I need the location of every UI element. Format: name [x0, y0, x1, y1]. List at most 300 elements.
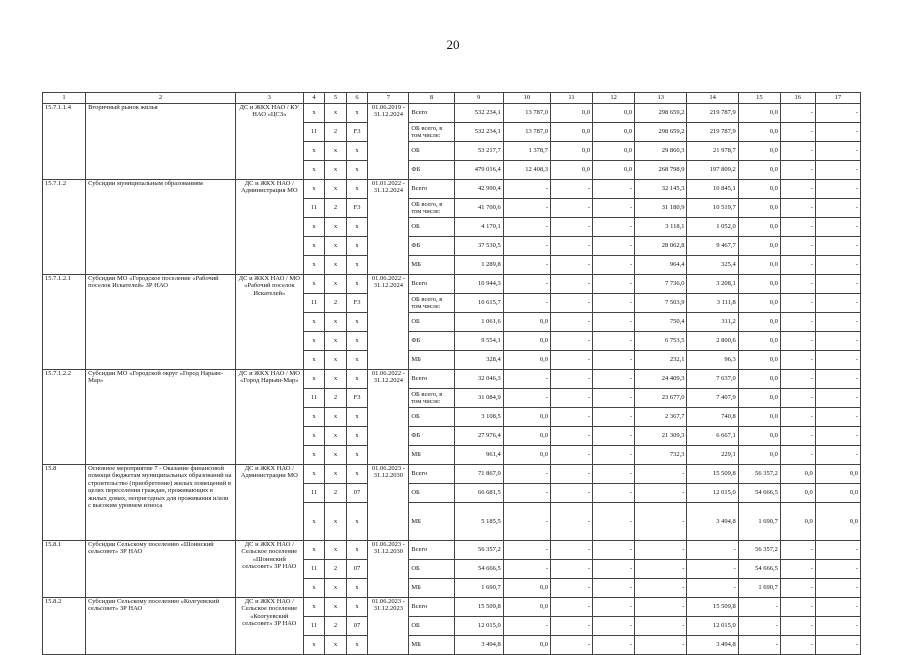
- amount-cell: -: [635, 560, 687, 579]
- amount-cell: 298 659,2: [635, 104, 687, 123]
- column-header: 4: [303, 93, 325, 104]
- amount-cell: 0,0: [503, 351, 550, 370]
- period: 01.06.2023 - 31.12.2030: [368, 541, 409, 560]
- code-cell: 2: [325, 199, 347, 218]
- amount-cell: 56 357,2: [454, 541, 503, 560]
- amount-cell: 12 408,3: [503, 161, 550, 180]
- code-cell: х: [325, 351, 347, 370]
- amount-cell: 21 978,7: [687, 142, 738, 161]
- amount-cell: 21 309,3: [635, 427, 687, 446]
- amount-cell: 10 615,7: [454, 294, 503, 313]
- amount-cell: -: [593, 598, 635, 617]
- code-cell: х: [325, 465, 347, 484]
- amount-cell: -: [503, 617, 550, 636]
- code-cell: х: [303, 351, 325, 370]
- amount-cell: -: [780, 560, 815, 579]
- amount-cell: -: [550, 484, 592, 503]
- amount-cell: 10 944,3: [454, 275, 503, 294]
- activity-name: Субсидии муниципальным образованиям: [86, 180, 236, 275]
- row-number: 15.7.1.1.4: [43, 104, 86, 180]
- amount-cell: 0,0: [738, 389, 780, 408]
- funding-source: МБ: [409, 256, 454, 275]
- amount-cell: 0,0: [738, 370, 780, 389]
- period: 01.06.2023 - 31.12.2030: [368, 465, 409, 484]
- amount-cell: 1 690,7: [738, 503, 780, 541]
- amount-cell: -: [550, 465, 592, 484]
- amount-cell: 0,0: [738, 408, 780, 427]
- amount-cell: -: [593, 465, 635, 484]
- funding-source: Всего: [409, 465, 454, 484]
- amount-cell: 325,4: [687, 256, 738, 275]
- amount-cell: -: [815, 142, 860, 161]
- column-header: 1: [43, 93, 86, 104]
- amount-cell: -: [815, 351, 860, 370]
- executor: ДС и ЖКХ НАО / МО «Рабочий поселок Искателей»: [235, 275, 303, 370]
- amount-cell: 9 467,7: [687, 237, 738, 256]
- amount-cell: 0,0: [593, 142, 635, 161]
- amount-cell: 0,0: [780, 503, 815, 541]
- row-number: 15.7.1.2.2: [43, 370, 86, 465]
- amount-cell: 56 357,2: [738, 465, 780, 484]
- amount-cell: -: [815, 541, 860, 560]
- funding-source: ОБ всего, в том числе:: [409, 199, 454, 218]
- row-number: 15.7.1.2: [43, 180, 86, 275]
- code-cell: х: [303, 218, 325, 237]
- amount-cell: -: [780, 313, 815, 332]
- code-cell: х: [346, 218, 368, 237]
- column-header: 5: [325, 93, 347, 104]
- amount-cell: 0,0: [738, 161, 780, 180]
- period-empty: [368, 123, 409, 142]
- code-cell: 07: [346, 617, 368, 636]
- code-cell: х: [346, 465, 368, 484]
- amount-cell: -: [815, 294, 860, 313]
- amount-cell: -: [780, 275, 815, 294]
- code-cell: х: [303, 142, 325, 161]
- row-number: 15.8.1: [43, 541, 86, 598]
- code-cell: х: [325, 313, 347, 332]
- amount-cell: -: [635, 636, 687, 655]
- funding-source: Всего: [409, 104, 454, 123]
- amount-cell: -: [503, 465, 550, 484]
- amount-cell: -: [780, 351, 815, 370]
- code-cell: х: [303, 104, 325, 123]
- amount-cell: -: [780, 237, 815, 256]
- funding-source: Всего: [409, 541, 454, 560]
- funding-source: ФБ: [409, 427, 454, 446]
- code-cell: х: [303, 465, 325, 484]
- amount-cell: -: [593, 408, 635, 427]
- amount-cell: 32 046,3: [454, 370, 503, 389]
- funding-source: ФБ: [409, 332, 454, 351]
- amount-cell: 56 357,2: [738, 541, 780, 560]
- period-empty: [368, 199, 409, 218]
- amount-cell: -: [593, 332, 635, 351]
- amount-cell: 15 509,8: [687, 598, 738, 617]
- amount-cell: 1 690,7: [454, 579, 503, 598]
- amount-cell: 3 494,8: [687, 636, 738, 655]
- period-empty: [368, 161, 409, 180]
- amount-cell: 532 234,1: [454, 104, 503, 123]
- amount-cell: 0,0: [738, 256, 780, 275]
- amount-cell: -: [503, 541, 550, 560]
- code-cell: F3: [346, 294, 368, 313]
- amount-cell: 3 108,5: [454, 408, 503, 427]
- amount-cell: 0,0: [593, 161, 635, 180]
- amount-cell: -: [593, 541, 635, 560]
- amount-cell: -: [550, 313, 592, 332]
- code-cell: х: [325, 446, 347, 465]
- funding-source: ФБ: [409, 161, 454, 180]
- column-header: 7: [368, 93, 409, 104]
- code-cell: х: [303, 332, 325, 351]
- code-cell: х: [325, 332, 347, 351]
- amount-cell: 2 367,7: [635, 408, 687, 427]
- executor: ДС и ЖКХ НАО / КУ НАО «ЦСЗ»: [235, 104, 303, 180]
- amount-cell: 0,0: [738, 446, 780, 465]
- amount-cell: -: [815, 579, 860, 598]
- amount-cell: 96,3: [687, 351, 738, 370]
- code-cell: х: [325, 180, 347, 199]
- amount-cell: -: [593, 370, 635, 389]
- amount-cell: -: [780, 332, 815, 351]
- amount-cell: 732,3: [635, 446, 687, 465]
- amount-cell: 232,1: [635, 351, 687, 370]
- amount-cell: -: [593, 351, 635, 370]
- amount-cell: 23 677,0: [635, 389, 687, 408]
- amount-cell: -: [550, 503, 592, 541]
- code-cell: х: [325, 408, 347, 427]
- code-cell: F3: [346, 123, 368, 142]
- amount-cell: -: [550, 199, 592, 218]
- column-header: 8: [409, 93, 454, 104]
- period-empty: [368, 579, 409, 598]
- amount-cell: -: [550, 294, 592, 313]
- code-cell: х: [346, 370, 368, 389]
- code-cell: 07: [346, 560, 368, 579]
- amount-cell: -: [550, 446, 592, 465]
- funding-source: МБ: [409, 636, 454, 655]
- code-cell: 11: [303, 389, 325, 408]
- amount-cell: -: [503, 237, 550, 256]
- amount-cell: 0,0: [550, 142, 592, 161]
- amount-cell: 0,0: [738, 313, 780, 332]
- funding-source: Всего: [409, 598, 454, 617]
- code-cell: х: [303, 598, 325, 617]
- amount-cell: 12 015,0: [687, 484, 738, 503]
- amount-cell: 24 409,3: [635, 370, 687, 389]
- code-cell: х: [325, 370, 347, 389]
- amount-cell: -: [815, 256, 860, 275]
- code-cell: 2: [325, 294, 347, 313]
- activity-name: Основное мероприятие 7 - Оказание финансовой помощи бюджетам муниципальных образований на строительство (приобретение) жилых помещений в целях переселения граждан, проживающих в жилых домах, непригодных для проживания и/или с высоким уровнем износа: [86, 465, 236, 541]
- amount-cell: 0,0: [503, 636, 550, 655]
- column-header: 13: [635, 93, 687, 104]
- column-header: 15: [738, 93, 780, 104]
- amount-cell: -: [635, 465, 687, 484]
- amount-cell: -: [815, 161, 860, 180]
- amount-cell: -: [503, 218, 550, 237]
- code-cell: х: [346, 180, 368, 199]
- amount-cell: -: [550, 560, 592, 579]
- funding-source: ОБ: [409, 617, 454, 636]
- period: 01.06.2019 - 31.12.2024: [368, 104, 409, 123]
- period-empty: [368, 560, 409, 579]
- period: 01.06.2022 - 31.12.2024: [368, 275, 409, 294]
- amount-cell: -: [780, 636, 815, 655]
- funding-source: ОБ всего, в том числе:: [409, 123, 454, 142]
- period-empty: [368, 484, 409, 503]
- amount-cell: 0,0: [503, 579, 550, 598]
- amount-cell: 5 185,5: [454, 503, 503, 541]
- amount-cell: 7 736,0: [635, 275, 687, 294]
- code-cell: х: [346, 579, 368, 598]
- amount-cell: -: [815, 427, 860, 446]
- amount-cell: -: [780, 598, 815, 617]
- executor: ДС и ЖКХ НАО / Администрация МО: [235, 180, 303, 275]
- amount-cell: -: [687, 541, 738, 560]
- code-cell: х: [346, 408, 368, 427]
- funding-source: МБ: [409, 351, 454, 370]
- code-cell: х: [325, 579, 347, 598]
- amount-cell: -: [780, 180, 815, 199]
- table-row: [43, 370, 861, 389]
- funding-source: МБ: [409, 503, 454, 541]
- amount-cell: -: [780, 617, 815, 636]
- code-cell: х: [346, 427, 368, 446]
- amount-cell: -: [550, 408, 592, 427]
- amount-cell: 0,0: [738, 237, 780, 256]
- code-cell: 2: [325, 123, 347, 142]
- amount-cell: -: [593, 199, 635, 218]
- table-row: [43, 465, 861, 484]
- amount-cell: -: [780, 389, 815, 408]
- amount-cell: 54 666,5: [738, 560, 780, 579]
- amount-cell: 0,0: [738, 351, 780, 370]
- column-header: 11: [550, 93, 592, 104]
- amount-cell: -: [635, 617, 687, 636]
- amount-cell: -: [780, 218, 815, 237]
- period: 01.06.2023 - 31.12.2023: [368, 598, 409, 617]
- amount-cell: -: [687, 560, 738, 579]
- amount-cell: 1 378,7: [503, 142, 550, 161]
- executor: ДС и ЖКХ НАО / Сельское поселение «Шоинский сельсовет» ЗР НАО: [235, 541, 303, 598]
- amount-cell: -: [593, 427, 635, 446]
- amount-cell: -: [593, 313, 635, 332]
- amount-cell: 298 659,2: [635, 123, 687, 142]
- table-row: [43, 541, 861, 560]
- amount-cell: -: [593, 636, 635, 655]
- amount-cell: 12 015,0: [454, 617, 503, 636]
- amount-cell: 0,0: [593, 104, 635, 123]
- amount-cell: -: [687, 579, 738, 598]
- period-empty: [368, 313, 409, 332]
- amount-cell: -: [503, 484, 550, 503]
- amount-cell: 0,0: [815, 484, 860, 503]
- period-empty: [368, 408, 409, 427]
- amount-cell: -: [593, 560, 635, 579]
- amount-cell: 13 787,0: [503, 123, 550, 142]
- amount-cell: 0,0: [503, 427, 550, 446]
- period-empty: [368, 142, 409, 161]
- amount-cell: -: [593, 275, 635, 294]
- amount-cell: -: [550, 256, 592, 275]
- amount-cell: 0,0: [738, 427, 780, 446]
- amount-cell: -: [550, 332, 592, 351]
- amount-cell: -: [503, 560, 550, 579]
- amount-cell: 3 118,1: [635, 218, 687, 237]
- code-cell: х: [325, 218, 347, 237]
- code-cell: х: [303, 579, 325, 598]
- code-cell: 11: [303, 294, 325, 313]
- activity-name: Вторичный рынок жилья: [86, 104, 236, 180]
- amount-cell: -: [815, 617, 860, 636]
- amount-cell: -: [550, 180, 592, 199]
- code-cell: х: [346, 142, 368, 161]
- amount-cell: -: [550, 389, 592, 408]
- amount-cell: 4 170,1: [454, 218, 503, 237]
- amount-cell: 961,4: [454, 446, 503, 465]
- amount-cell: -: [550, 636, 592, 655]
- amount-cell: -: [738, 636, 780, 655]
- table-row: [43, 180, 861, 199]
- amount-cell: 0,0: [738, 180, 780, 199]
- amount-cell: -: [550, 579, 592, 598]
- code-cell: 07: [346, 484, 368, 503]
- code-cell: х: [346, 541, 368, 560]
- code-cell: х: [303, 180, 325, 199]
- amount-cell: 0,0: [738, 104, 780, 123]
- code-cell: х: [346, 351, 368, 370]
- amount-cell: 10 845,1: [687, 180, 738, 199]
- amount-cell: 10 519,7: [687, 199, 738, 218]
- amount-cell: 0,0: [738, 218, 780, 237]
- code-cell: х: [346, 104, 368, 123]
- amount-cell: 0,0: [593, 123, 635, 142]
- amount-cell: 740,8: [687, 408, 738, 427]
- amount-cell: 7 503,9: [635, 294, 687, 313]
- activity-name: Субсидии МО «Городское поселение «Рабочий поселок Искателей» ЗР НАО: [86, 275, 236, 370]
- amount-cell: -: [780, 123, 815, 142]
- activity-name: Субсидии МО «Городской округ «Город Нарьян-Мар»: [86, 370, 236, 465]
- amount-cell: -: [780, 446, 815, 465]
- amount-cell: -: [815, 237, 860, 256]
- amount-cell: 1 690,7: [738, 579, 780, 598]
- amount-cell: -: [815, 560, 860, 579]
- amount-cell: -: [593, 579, 635, 598]
- amount-cell: 27 976,4: [454, 427, 503, 446]
- code-cell: 11: [303, 484, 325, 503]
- amount-cell: 54 666,5: [738, 484, 780, 503]
- period-empty: [368, 446, 409, 465]
- period-empty: [368, 218, 409, 237]
- column-header: 9: [454, 93, 503, 104]
- funding-source: ОБ всего, в том числе:: [409, 294, 454, 313]
- funding-source: ОБ: [409, 142, 454, 161]
- amount-cell: -: [550, 237, 592, 256]
- code-cell: х: [325, 427, 347, 446]
- amount-cell: -: [815, 104, 860, 123]
- funding-source: ОБ: [409, 408, 454, 427]
- column-header: 6: [346, 93, 368, 104]
- amount-cell: 328,4: [454, 351, 503, 370]
- amount-cell: 750,4: [635, 313, 687, 332]
- code-cell: х: [303, 408, 325, 427]
- code-cell: х: [325, 541, 347, 560]
- period-empty: [368, 389, 409, 408]
- amount-cell: 6 667,1: [687, 427, 738, 446]
- code-cell: х: [346, 332, 368, 351]
- amount-cell: -: [780, 427, 815, 446]
- amount-cell: 0,0: [815, 503, 860, 541]
- amount-cell: -: [780, 370, 815, 389]
- amount-cell: -: [550, 351, 592, 370]
- amount-cell: -: [815, 598, 860, 617]
- funding-source: ОБ: [409, 218, 454, 237]
- amount-cell: -: [635, 541, 687, 560]
- amount-cell: -: [503, 389, 550, 408]
- amount-cell: -: [815, 332, 860, 351]
- amount-cell: 0,0: [780, 484, 815, 503]
- amount-cell: -: [593, 617, 635, 636]
- code-cell: 11: [303, 617, 325, 636]
- code-cell: х: [346, 237, 368, 256]
- column-header: 14: [687, 93, 738, 104]
- period-empty: [368, 636, 409, 655]
- amount-cell: -: [503, 256, 550, 275]
- amount-cell: -: [635, 598, 687, 617]
- amount-cell: 0,0: [503, 313, 550, 332]
- amount-cell: -: [815, 218, 860, 237]
- funding-source: МБ: [409, 579, 454, 598]
- amount-cell: -: [815, 408, 860, 427]
- amount-cell: -: [503, 294, 550, 313]
- amount-cell: 219 787,9: [687, 104, 738, 123]
- amount-cell: 54 666,5: [454, 560, 503, 579]
- amount-cell: 37 530,5: [454, 237, 503, 256]
- amount-cell: 311,2: [687, 313, 738, 332]
- amount-cell: 6 753,5: [635, 332, 687, 351]
- table-row: [43, 104, 861, 123]
- period-empty: [368, 617, 409, 636]
- amount-cell: -: [815, 180, 860, 199]
- executor: ДС и ЖКХ НАО / Администрации МО: [235, 465, 303, 541]
- amount-cell: -: [550, 617, 592, 636]
- code-cell: х: [325, 503, 347, 541]
- amount-cell: -: [780, 579, 815, 598]
- amount-cell: 0,0: [503, 332, 550, 351]
- code-cell: х: [346, 256, 368, 275]
- amount-cell: -: [780, 161, 815, 180]
- code-cell: х: [346, 313, 368, 332]
- amount-cell: -: [593, 389, 635, 408]
- amount-cell: 15 509,8: [687, 465, 738, 484]
- code-cell: х: [303, 237, 325, 256]
- code-cell: F3: [346, 199, 368, 218]
- amount-cell: 3 494,8: [454, 636, 503, 655]
- row-number: 15.7.1.2.1: [43, 275, 86, 370]
- code-cell: х: [346, 636, 368, 655]
- amount-cell: -: [635, 579, 687, 598]
- amount-cell: 0,0: [815, 465, 860, 484]
- amount-cell: 31 180,9: [635, 199, 687, 218]
- amount-cell: -: [780, 142, 815, 161]
- code-cell: х: [325, 142, 347, 161]
- amount-cell: 0,0: [738, 332, 780, 351]
- code-cell: х: [325, 598, 347, 617]
- row-number: 15.8: [43, 465, 86, 541]
- amount-cell: -: [815, 275, 860, 294]
